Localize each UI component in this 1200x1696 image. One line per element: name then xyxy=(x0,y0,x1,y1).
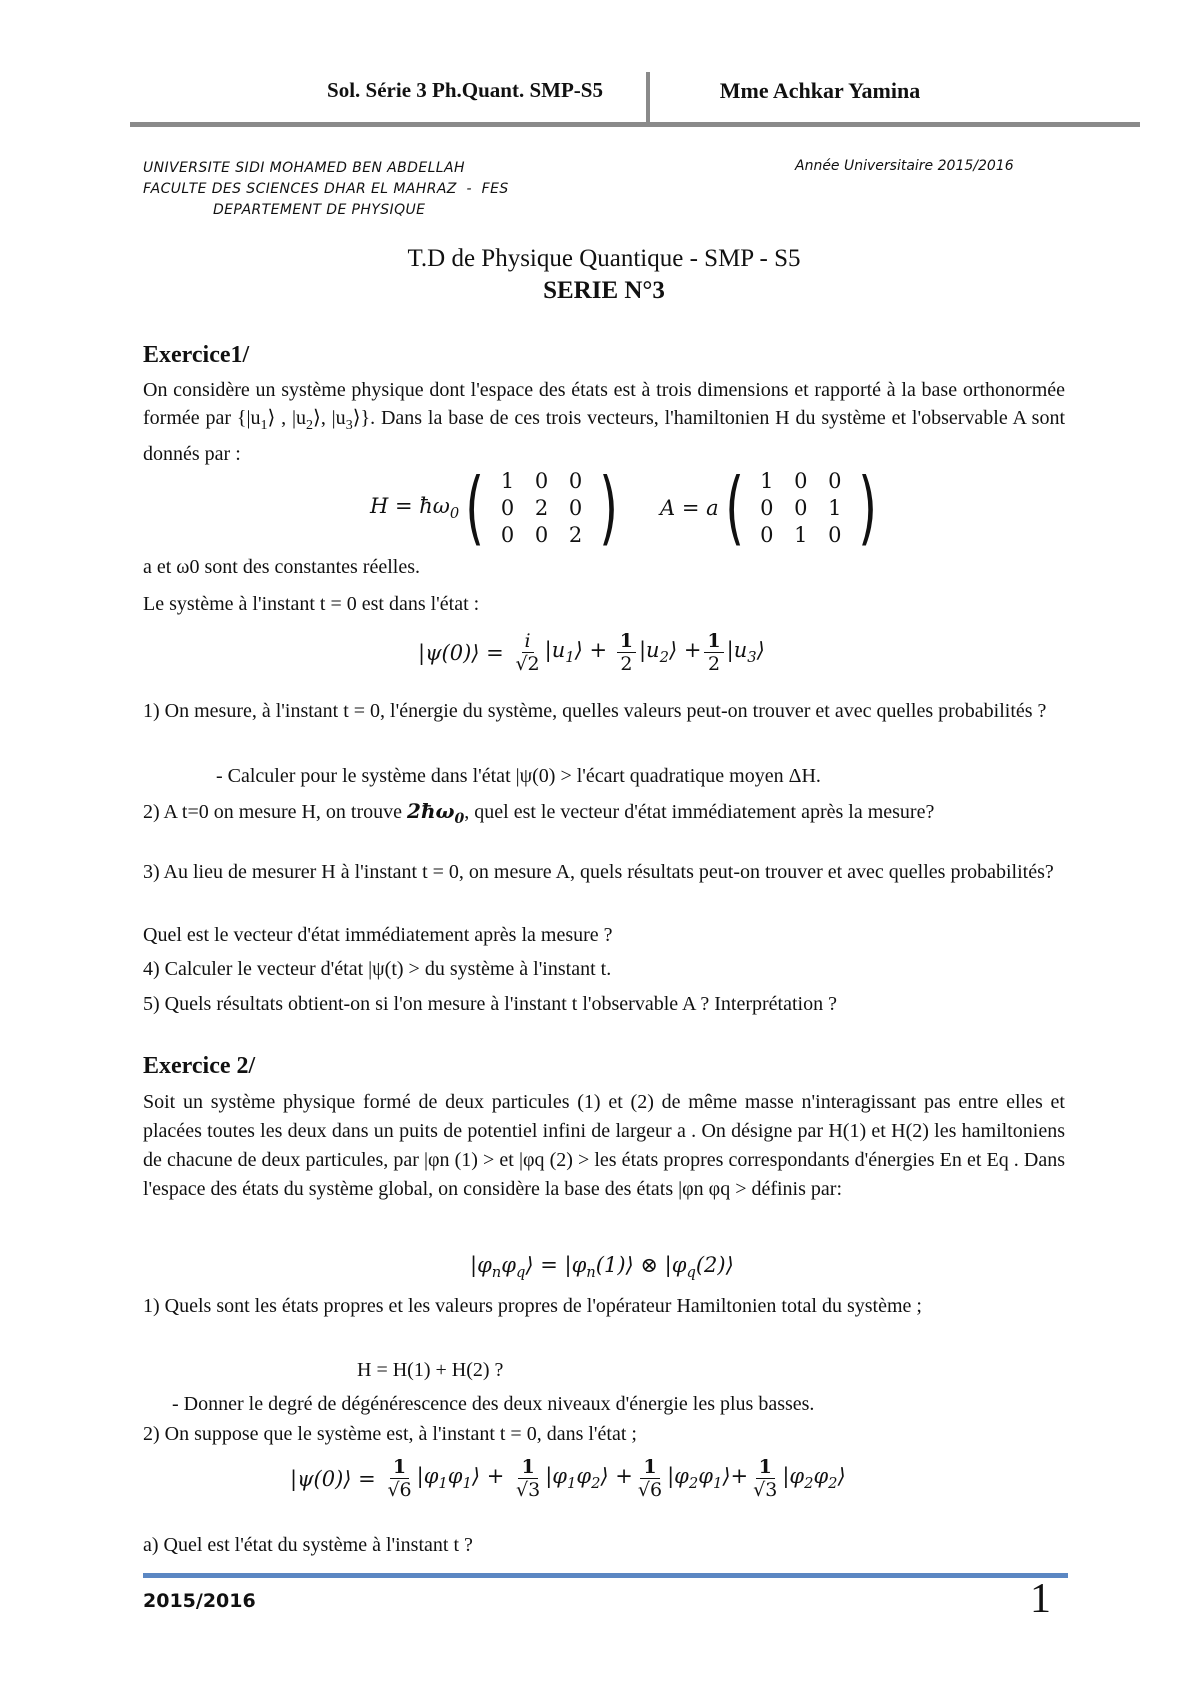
ex1-initial: Le système à l'instant t = 0 est dans l'état : xyxy=(143,593,480,615)
page-number: 1 xyxy=(1030,1576,1051,1622)
A-cell: 0 xyxy=(828,522,842,547)
ex1-intro-a: On considère un système physique dont l'espace des états est à trois dimensions et rapporté à la base orthonormée formée par {|u xyxy=(143,379,1065,429)
ex2-basis-equation: $|\varphi_n\varphi_q⟩$ = $|\varphi_n(1)⟩$ ⊗ $|\varphi_q(2)⟩$ xyxy=(470,1253,734,1282)
A-cell: 0 xyxy=(760,522,774,547)
ex2-qa: a) Quel est l'état du système à l'instant t ? xyxy=(143,1534,473,1556)
A-cell: 1 xyxy=(794,522,808,547)
footer-year: 2015/2016 xyxy=(143,1590,256,1612)
A-cell: 0 xyxy=(794,495,808,520)
institution-block xyxy=(143,158,509,221)
ex1-q4: 4) Calculer le vecteur d'état |ψ(t) > du système à l'instant t. xyxy=(143,958,612,980)
institution-line2: FACULTE DES SCIENCES DHAR EL MAHRAZ - FES xyxy=(143,181,509,197)
ex1-intro-b: }. Dans la base de ces trois vecteurs, l'hamiltonien H du système et l'observable A sont donnés par : xyxy=(143,407,1065,465)
A-cell: 1 xyxy=(828,495,842,520)
ex1-q5: 5) Quels résultats obtient-on si l'on mesure à l'instant t l'observable A ? Interprétation ? xyxy=(143,993,837,1015)
title-line1: T.D de Physique Quantique - SMP - S5 xyxy=(407,245,801,272)
ex1-q1: 1) On mesure, à l'instant t = 0, l'énergie du système, quelles valeurs peut-on trouver et avec quelles probabilités ? xyxy=(143,700,1047,722)
H-cell: 0 xyxy=(568,495,583,520)
psi0-equation: |ψ(0)⟩ = $\frac{i}{√2}$ $|u_1⟩$ + $\frac{1}{2}$ $|u_2⟩$ + $\frac{1}{2}$ $|u_3⟩$ xyxy=(418,630,765,675)
doc-title xyxy=(143,243,1065,307)
footer-rule xyxy=(143,1573,1068,1578)
H-cell: 0 xyxy=(500,495,515,520)
H-cell: 1 xyxy=(500,468,515,493)
ex1-q2: 2) A t=0 on mesure H, on trouve $2ħ\omega_0$, quel est le vecteur d'état immédiatement après la mesure? xyxy=(143,799,935,827)
ex1-q1b: - Calculer pour le système dans l'état |ψ(0) > l'écart quadratique moyen ΔH. xyxy=(216,765,821,787)
ex1-q3b: Quel est le vecteur d'état immédiatement après la mesure ? xyxy=(143,924,613,946)
institution-line3: DEPARTEMENT DE PHYSIQUE xyxy=(213,202,426,218)
ex1-heading: Exercice1/ xyxy=(143,342,250,368)
A-matrix-eq xyxy=(660,461,883,554)
ex2-q1-eq: H = H(1) + H(2) ? xyxy=(357,1359,504,1381)
H-cell: 0 xyxy=(500,522,515,547)
ex2-q2: 2) On suppose que le système est, à l'instant t = 0, dans l'état ; xyxy=(143,1423,637,1445)
ex1-intro: On considère un système physique dont l'espace des états est à trois dimensions et rapporté à la base orthonormée formée par {$|u_1⟩$ , $|u_2⟩$, $|u_3⟩$}. Dans la base de ces trois vecteurs, l'hamiltonien H du système et l'observable A sont donnés par : xyxy=(143,379,1065,465)
A-cell: 0 xyxy=(760,495,774,520)
H-cell: 2 xyxy=(568,522,583,547)
ex2-psi0-equation: |ψ(0)⟩ = $\frac{1}{√6}$ $|\varphi_1\varphi_1⟩$ + $\frac{1}{√3}$ $|\varphi_1\varphi_2⟩$ + $\frac{1}{√6}$ $|\varphi_2\varphi_1⟩+$ $\frac{1}{√3}$ $|\varphi_2\varphi_2⟩$ xyxy=(290,1456,846,1501)
academic-year: Année Universitaire 2015/2016 xyxy=(795,158,1014,174)
ex2-heading: Exercice 2/ xyxy=(143,1053,256,1079)
ex2-q1b: - Donner le degré de dégénérescence des deux niveaux d'énergie les plus basses. xyxy=(172,1393,815,1415)
H-label: $H = ħ\omega_0$ xyxy=(370,493,460,523)
title-line2: SERIE N°3 xyxy=(543,277,665,304)
A-cell: 0 xyxy=(794,468,808,493)
A-cell: 0 xyxy=(828,468,842,493)
header-right: Mme Achkar Yamina xyxy=(719,78,921,103)
H-cell: 2 xyxy=(534,495,549,520)
H-matrix: ( 1 0 0 0 2 0 0 0 2 ) xyxy=(465,461,618,554)
ex2-q1: 1) Quels sont les états propres et les valeurs propres de l'opérateur Hamiltonien total du système ; xyxy=(143,1295,922,1317)
A-cell: 1 xyxy=(760,468,774,493)
H-cell: 0 xyxy=(534,468,549,493)
ex2-intro: Soit un système physique formé de deux particules (1) et (2) de même masse n'interagissant pas entre elles et placées toutes les deux dans un puits de potentiel infini de largeur a . On désigne par H(1) et H(2) les hamiltoniens de chacune de deux particules, par |φn (1) > et |φq (2) > les états propres correspondants d'énergies En et Eq . Dans l'espace des états du système global, on considère la base des états |φn φq > définis par: xyxy=(143,1091,1065,1200)
header-left: Sol. Série 3 Ph.Quant. SMP-S5 xyxy=(327,78,603,102)
ex1-constants: a et ω0 sont des constantes réelles. xyxy=(143,556,420,578)
H-cell: 0 xyxy=(568,468,583,493)
H-cell: 0 xyxy=(534,522,549,547)
A-label: A = a xyxy=(660,496,719,520)
institution-line1: UNIVERSITE SIDI MOHAMED BEN ABDELLAH xyxy=(143,160,465,176)
ex1-q3: 3) Au lieu de mesurer H à l'instant t = 0, on mesure A, quels résultats peut-on trouver et avec quelles probabilités? xyxy=(143,861,1054,883)
H-matrix-eq xyxy=(370,461,624,554)
header-rule xyxy=(130,122,1140,127)
A-matrix: ( 1 0 0 0 0 1 0 1 0 ) xyxy=(724,461,877,554)
